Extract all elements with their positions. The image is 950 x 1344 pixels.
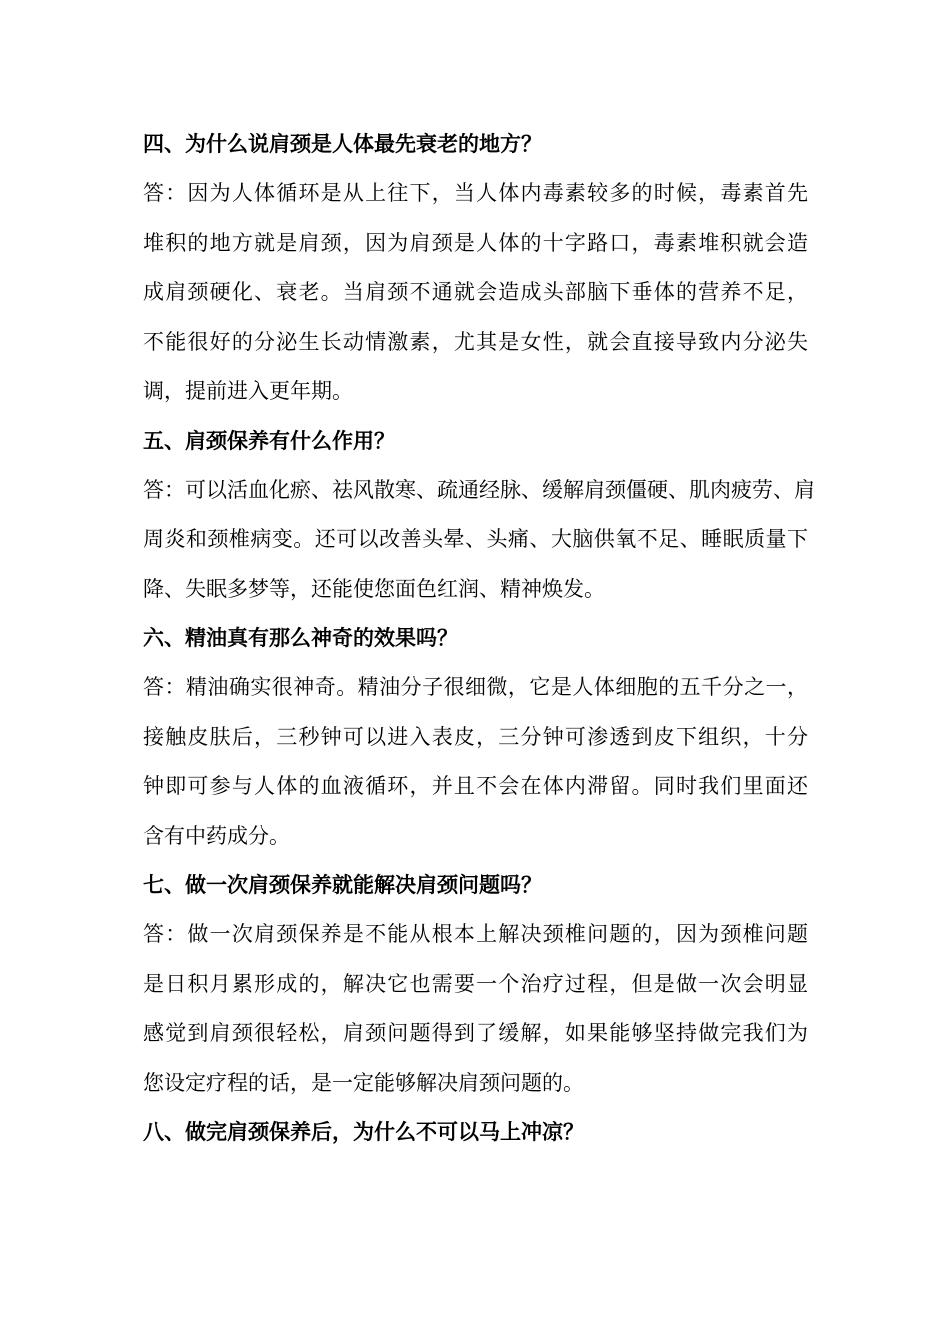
document-body — [143, 120, 815, 1157]
question-6-heading: 六、精油真有那么神奇的效果吗？ — [143, 626, 458, 650]
answer-line: 接触皮肤后，三秒钟可以进入表皮，三分钟可渗透到皮下组织，十分 — [143, 724, 808, 749]
answer-line: 答：可以活血化瘀、祛风散寒、疏通经脉、缓解肩颈僵硬、肌肉疲劳、肩 — [143, 477, 815, 502]
answer-line: 是日积月累形成的，解决它也需要一个治疗过程，但是做一次会明显 — [143, 971, 808, 996]
answer-line: 您设定疗程的话，是一定能够解决肩颈问题的。 — [143, 1070, 584, 1095]
question-4-heading: 四、为什么说肩颈是人体最先衰老的地方？ — [143, 132, 542, 156]
answer-line: 周炎和颈椎病变。还可以改善头晕、头痛、大脑供氧不足、睡眠质量下 — [143, 527, 808, 551]
answer-line: 感觉到肩颈很轻松，肩颈问题得到了缓解，如果能够坚持做完我们为 — [143, 1021, 808, 1045]
answer-line: 成肩颈硬化、衰老。当肩颈不通就会造成头部脑下垂体的营养不足， — [143, 280, 808, 304]
answer-7-paragraph — [143, 910, 808, 1108]
question-8-heading: 八、做完肩颈保养后，为什么不可以马上冲凉？ — [143, 1120, 584, 1144]
answer-line: 含有中药成分。 — [143, 823, 290, 848]
answer-4-paragraph — [143, 169, 808, 417]
answer-line: 调，提前进入更年期。 — [143, 379, 353, 403]
answer-line: 堆积的地方就是肩颈，因为肩颈是人体的十字路口，毒素堆积就会造 — [143, 230, 808, 255]
answer-line: 答：做一次肩颈保养是不能从根本上解决颈椎问题的，因为颈椎问题 — [143, 922, 808, 946]
answer-line: 不能很好的分泌生长动情激素，尤其是女性，就会直接导致内分泌失 — [143, 329, 808, 354]
answer-5-paragraph — [143, 466, 815, 615]
question-5-heading: 五、肩颈保养有什么作用？ — [143, 428, 395, 453]
answer-line: 降、失眠多梦等，还能使您面色红润、精神焕发。 — [143, 576, 605, 601]
answer-line: 钟即可参与人体的血液循环，并且不会在体内滞留。同时我们里面还 — [143, 774, 808, 798]
answer-line: 答：因为人体循环是从上往下，当人体内毒素较多的时候，毒素首先 — [143, 181, 808, 205]
answer-line: 答：精油确实很神奇。精油分子很细微，它是人体细胞的五千分之一， — [143, 675, 808, 699]
answer-6-paragraph — [143, 663, 808, 861]
question-7-heading: 七、做一次肩颈保养就能解决肩颈问题吗？ — [143, 873, 542, 897]
